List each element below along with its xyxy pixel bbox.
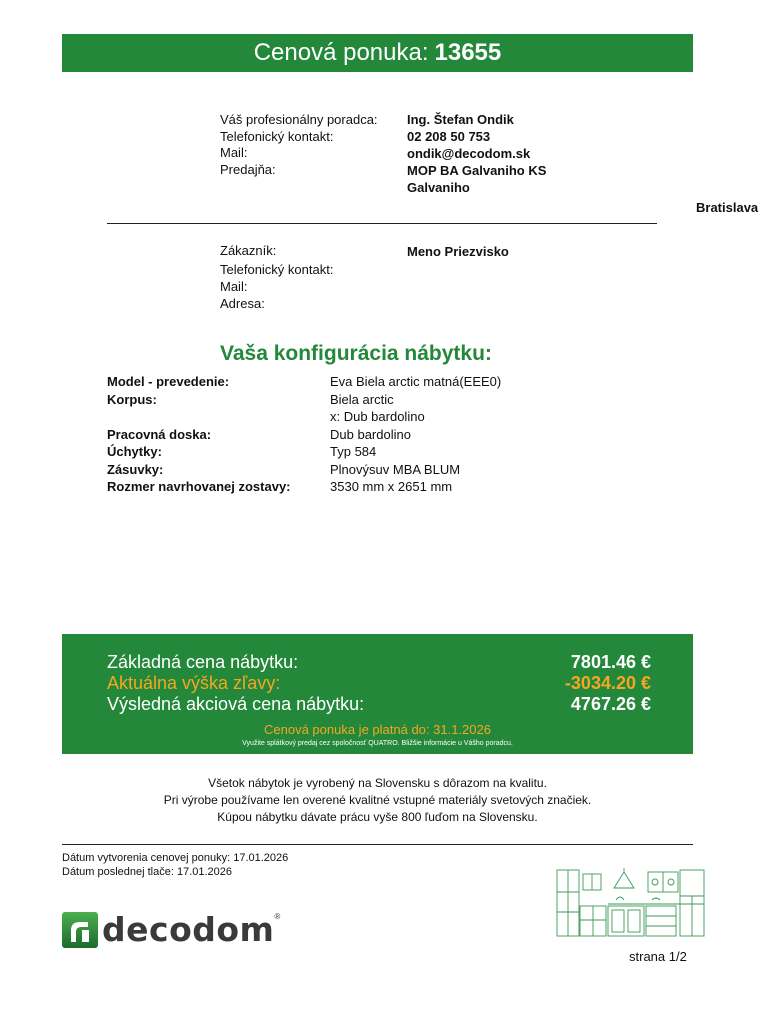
config-value: Eva Biela arctic matná(EEE0)	[330, 374, 502, 389]
page-number: strana 1/2	[629, 949, 687, 964]
config-value: Biela arctic	[330, 391, 394, 407]
decodom-logo-mark-icon	[62, 912, 98, 948]
base-price-row	[107, 652, 651, 673]
config-label: Rozmer navrhovanej zostavy:	[107, 479, 291, 494]
created-date-line	[62, 851, 288, 865]
customer-address-label: Adresa:	[220, 296, 265, 311]
discount-row	[107, 673, 651, 694]
advisor-store: MOP BA Galvaniho KS	[407, 163, 547, 178]
customer-name: Meno Priezvisko	[407, 244, 509, 259]
config-label: Zásuvky:	[107, 461, 164, 477]
info-block	[62, 775, 693, 826]
dates-block	[62, 851, 288, 879]
config-labels	[107, 373, 291, 496]
advisor-labels	[220, 111, 378, 178]
advisor-phone-label: Telefonický kontakt:	[220, 129, 334, 144]
divider	[62, 844, 693, 845]
logo-text: decodom	[102, 910, 275, 949]
config-label: Úchytky:	[107, 444, 162, 459]
offer-number: 13655	[434, 39, 502, 66]
customer-phone-label: Telefonický kontakt:	[220, 262, 334, 277]
config-value: Plnovýsuv MBA BLUM	[330, 461, 461, 477]
base-price-value: 7801.46 €	[570, 652, 651, 672]
config-value: Dub bardolino	[330, 426, 411, 442]
config-label: Model - prevedenie:	[107, 374, 230, 389]
config-value: 3530 mm x 2651 mm	[330, 479, 453, 494]
final-price-label: Výsledná akciová cena nábytku:	[107, 694, 365, 714]
offer-title: Cenová ponuka:	[253, 39, 429, 66]
advisor-mail-label: Mail:	[220, 145, 248, 160]
advisor-name: Ing. Štefan Ondik	[407, 112, 514, 127]
printed-date-line	[62, 865, 288, 879]
base-price-label: Základná cena nábytku:	[107, 652, 299, 672]
pricing-box	[62, 634, 693, 754]
advisor-store-label: Predajňa:	[220, 162, 276, 177]
info-line: Všetok nábytok je vyrobený na Slovensku s dôrazom na kvalitu.	[208, 776, 547, 790]
advisor-phone: 02 208 50 753	[407, 129, 491, 144]
config-value: x: Dub bardolino	[330, 409, 425, 424]
advisor-values	[407, 111, 546, 196]
installment-note: Využite splátkový predaj cez spoločnosť QUATRO. Bližšie informácie u Vášho poradcu.	[242, 740, 513, 747]
offer-header-bar	[62, 34, 693, 72]
config-label: Pracovná doska:	[107, 426, 212, 442]
advisor-email[interactable]: ondik@decodom.sk	[407, 146, 531, 161]
created-label: Dátum vytvorenia cenovej ponuky:	[62, 852, 231, 864]
config-values	[330, 373, 501, 496]
customer-labels	[220, 242, 333, 312]
discount-label: Aktuálna výška zľavy:	[107, 673, 281, 693]
divider	[107, 223, 657, 224]
advisor-store-street: Galvaniho	[407, 180, 470, 195]
config-label: Korpus:	[107, 391, 157, 407]
validity-line	[62, 722, 693, 737]
discount-value: -3034.20 €	[564, 673, 651, 693]
validity-label: Cenová ponuka je platná do:	[264, 722, 430, 737]
validity-date: 31.1.2026	[433, 722, 491, 737]
config-label	[107, 408, 291, 426]
final-price-value: 4767.26 €	[570, 694, 651, 714]
config-title: Vaša konfigurácia nábytku:	[220, 342, 492, 365]
advisor-label: Váš profesionálny poradca:	[220, 112, 378, 127]
config-value: Typ 584	[330, 444, 377, 459]
kitchen-sketch-icon	[556, 866, 706, 940]
created-date: 17.01.2026	[233, 852, 289, 864]
info-line: Kúpou nábytku dávate prácu vyše 800 ľuďom na Slovensku.	[217, 810, 538, 824]
advisor-city: Bratislava	[696, 200, 759, 215]
customer-mail-label: Mail:	[220, 279, 248, 294]
decodom-logo	[62, 910, 280, 949]
printed-date: 17.01.2026	[176, 866, 233, 878]
customer-label: Zákazník:	[220, 243, 277, 258]
final-price-row	[107, 694, 651, 715]
printed-label: Dátum poslednej tlače:	[62, 866, 174, 878]
info-line: Pri výrobe používame len overené kvalitné vstupné materiály svetových značiek.	[163, 793, 592, 807]
logo-registered-mark: ®	[274, 912, 281, 921]
